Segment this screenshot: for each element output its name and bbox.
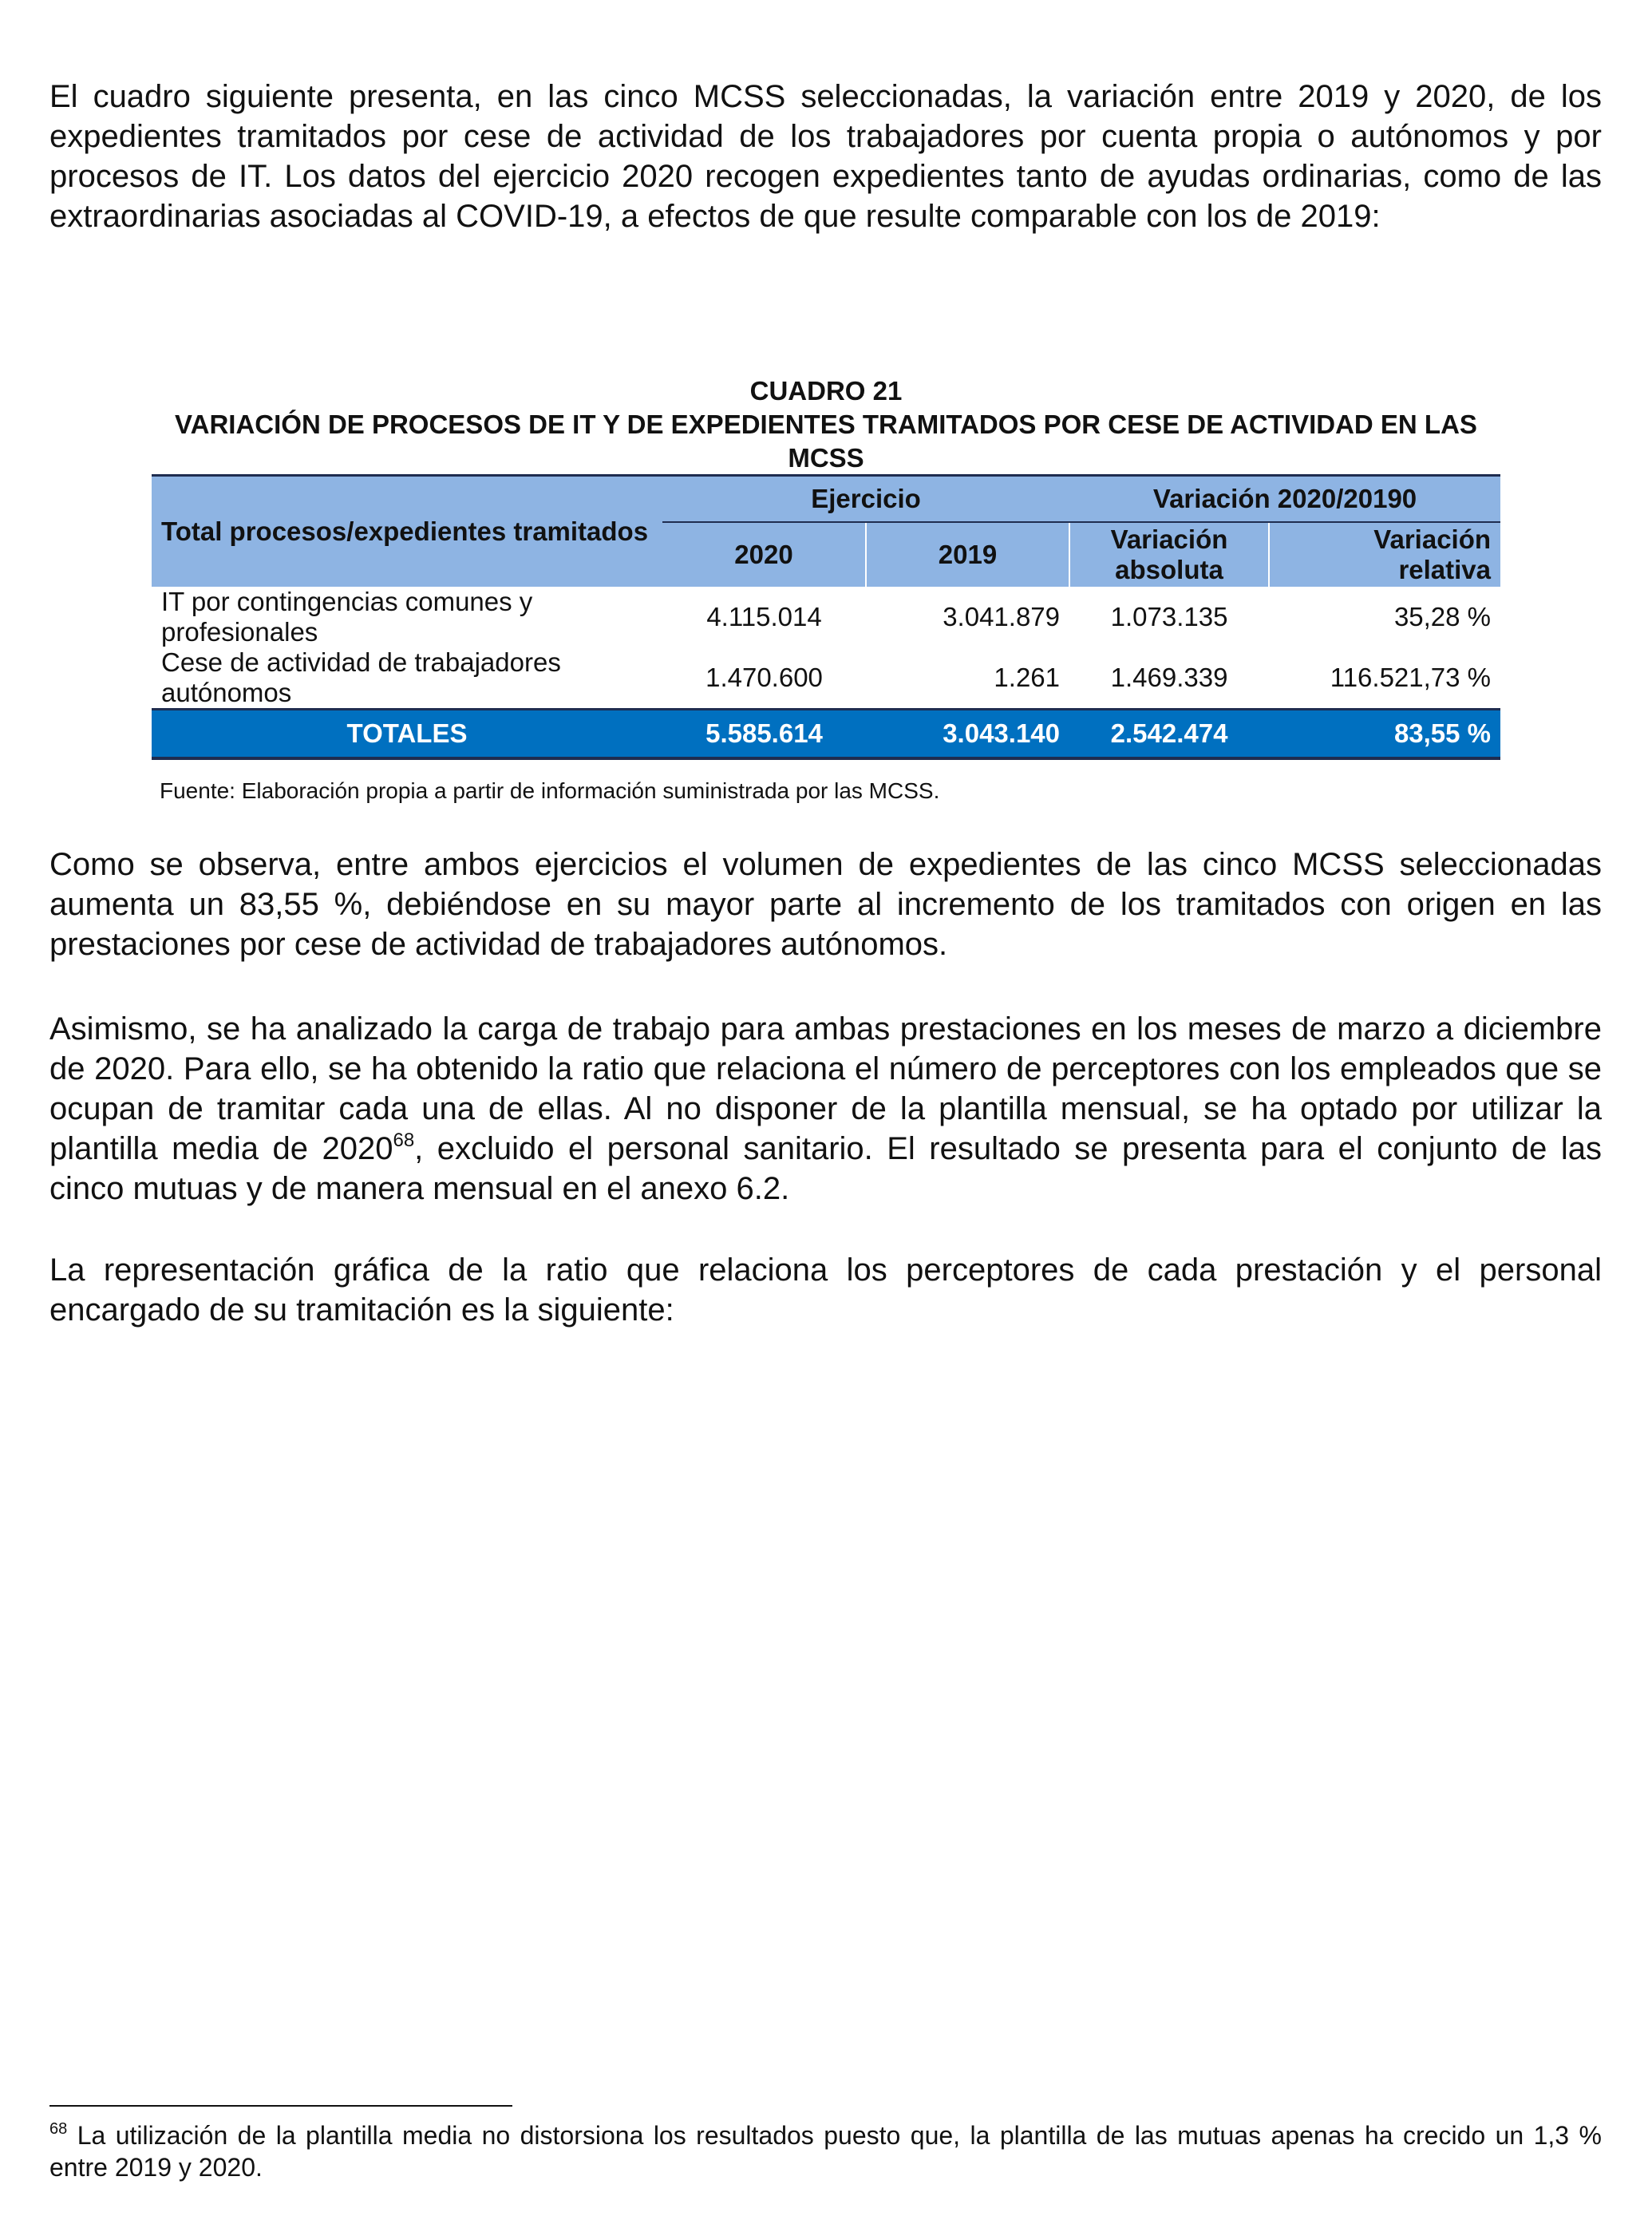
- cell-2020: 1.470.600: [705, 663, 823, 692]
- chart-intro-paragraph: La representación gráfica de la ratio que relaciona los perceptores de cada prestación y el personal encargado de su tramitación es la siguiente:: [49, 1252, 1602, 1328]
- header-variacion-absoluta-line1: Variación: [1110, 524, 1228, 554]
- workload-text-b: , excluido el personal sanitario. El resultado se presenta para el conjunto de las cinco mutuas y de manera mensual en el anexo 6.2.: [49, 1131, 1603, 1206]
- row-label: [152, 647, 662, 710]
- table-row: [152, 647, 1500, 710]
- table-caption-number: CUADRO 21: [749, 376, 903, 406]
- cell-2019: 3.041.879: [943, 602, 1061, 631]
- header-variacion-absoluta-line2: absoluta: [1115, 555, 1223, 584]
- table-caption-title: VARIACIÓN DE PROCESOS DE IT Y DE EXPEDIENTES TRAMITADOS POR CESE DE ACTIVIDAD EN LAS MCSS: [175, 410, 1477, 473]
- table-source-note: Fuente: Elaboración propia a partir de información suministrada por las MCSS.: [160, 778, 940, 803]
- header-variacion-relativa-line1: Variación: [1373, 524, 1492, 554]
- footnote: [49, 2119, 1602, 2183]
- data-table: [152, 474, 1500, 760]
- workload-paragraph: [49, 1009, 1602, 1209]
- cell-2019: 1.261: [994, 663, 1061, 692]
- cell-variacion-absoluta: 1.073.135: [1110, 602, 1228, 631]
- row-label-line2: autónomos: [161, 678, 292, 707]
- header-variacion-absoluta: [1069, 522, 1269, 587]
- totals-variacion-relativa: 83,55 %: [1269, 710, 1500, 759]
- totals-2020: 5.585.614: [662, 710, 866, 759]
- cell-variacion-absoluta: 1.469.339: [1110, 663, 1228, 692]
- row-label-line1: IT por contingencias comunes y: [161, 587, 533, 616]
- totals-2019: 3.043.140: [866, 710, 1069, 759]
- row-label-line1: Cese de actividad de trabajadores: [161, 647, 561, 677]
- row-label-line2: profesionales: [161, 617, 318, 647]
- header-label: Total procesos/expedientes tramitados: [152, 476, 662, 588]
- header-2019: 2019: [866, 522, 1069, 587]
- totals-variacion-absoluta: 2.542.474: [1069, 710, 1269, 759]
- footnote-text: La utilización de la plantilla media no distorsiona los resultados puesto que, la plantilla de las mutuas apenas ha crecido un 1,3 % entre 2019 y 2020.: [49, 2121, 1602, 2182]
- workload-text-a: Asimismo, se ha analizado la carga de trabajo para ambas prestaciones en los meses de marzo a diciembre de 2020. Para ello, se ha obtenido la ratio que relaciona el número de perceptores con los empleados que se ocupan de tramitar cada una de ellas. Al no disponer de la plantilla mensual, se ha optado por utilizar la plantilla media de 2020: [49, 1011, 1602, 1166]
- table-row: [152, 587, 1500, 647]
- analysis-paragraph: Como se observa, entre ambos ejercicios el volumen de expedientes de las cinco MCSS seleccionadas aumenta un 83,55 %, debiéndose en su mayor parte al incremento de los tramitados con origen en las prestaciones por cese de actividad de trabajadores autónomos.: [49, 847, 1602, 962]
- cell-variacion-relativa: 116.521,73 %: [1330, 663, 1492, 692]
- cell-2020: 4.115.014: [706, 602, 822, 631]
- header-2020: 2020: [662, 522, 866, 587]
- totals-label: TOTALES: [152, 710, 662, 759]
- footnote-ref[interactable]: 68: [393, 1130, 415, 1151]
- footnote-number: 68: [49, 2120, 68, 2138]
- footnote-divider: [49, 2105, 512, 2107]
- header-variacion-relativa-line2: relativa: [1398, 555, 1492, 584]
- header-group-variacion: Variación 2020/20190: [1069, 476, 1500, 523]
- totals-row: [152, 710, 1500, 759]
- header-group-ejercicio: Ejercicio: [662, 476, 1069, 523]
- header-variacion-relativa: [1269, 522, 1500, 587]
- table-header-row-1: [152, 476, 1500, 523]
- cell-variacion-relativa: 35,28 %: [1393, 602, 1492, 631]
- intro-paragraph: El cuadro siguiente presenta, en las cinco MCSS seleccionadas, la variación entre 2019 y 2020, de los expedientes tramitados por cese de actividad de los trabajadores por cuenta propia o autónomos y por procesos de IT. Los datos del ejercicio 2020 recogen expedientes tanto de ayudas ordinarias, como de las extraordinarias asociadas al COVID-19, a efectos de que resulte comparable con los de 2019:: [49, 79, 1602, 234]
- row-label: [152, 587, 662, 647]
